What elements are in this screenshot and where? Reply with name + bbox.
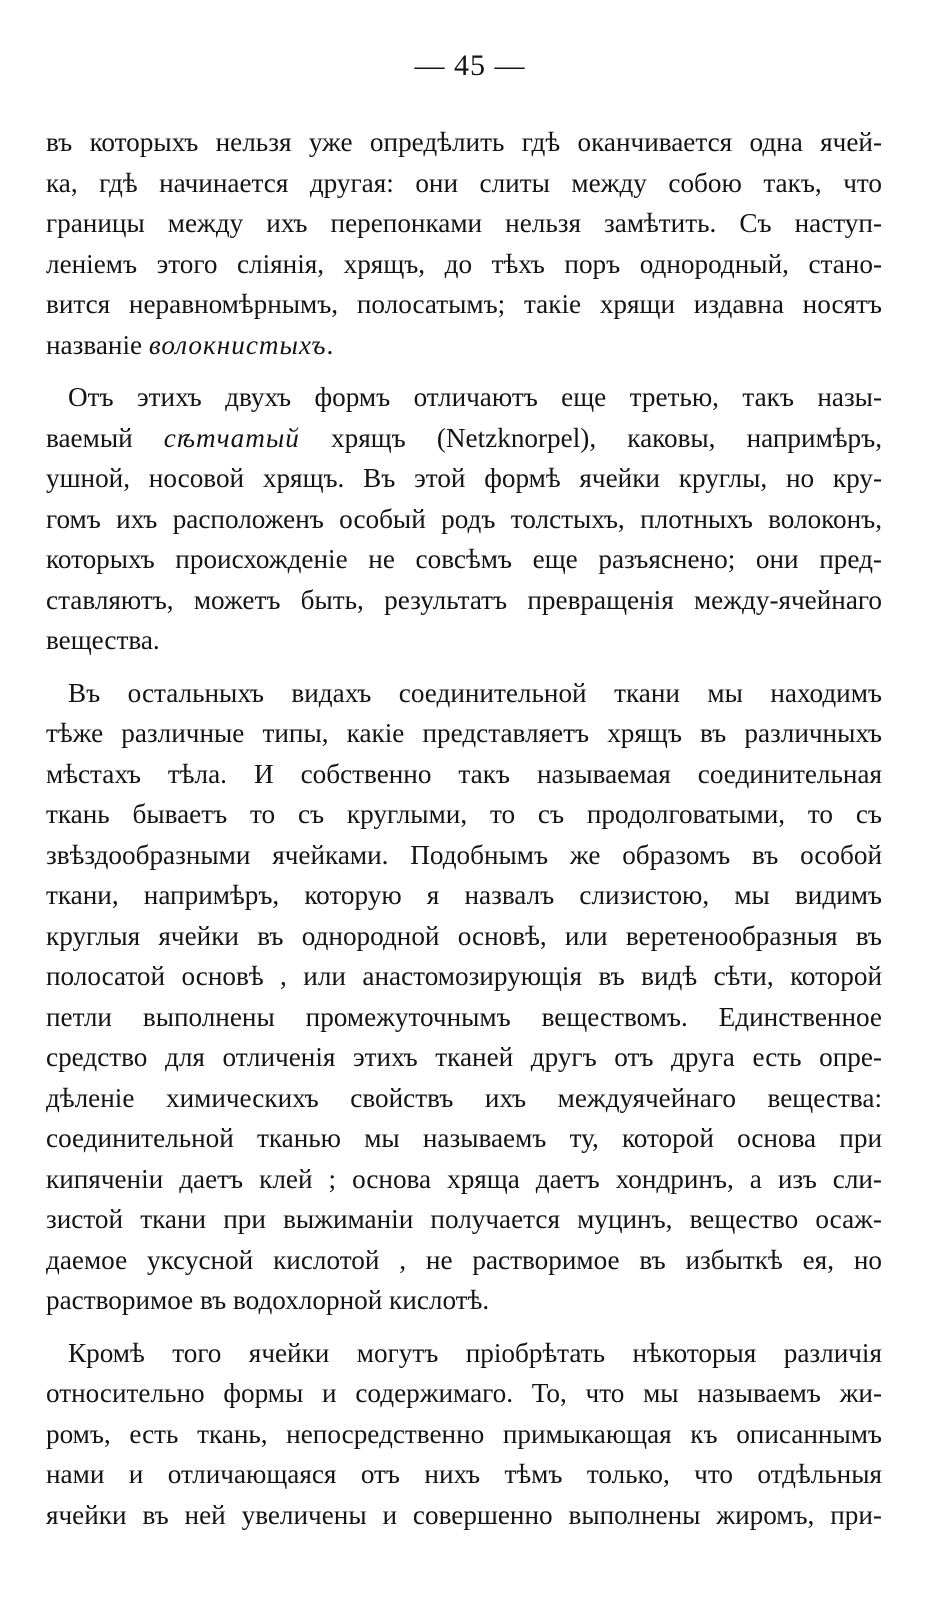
text-line: ка, гдѣ начинается другая: они слиты между собою такъ, что (46, 167, 882, 198)
text-line: зистой ткани при выжиманіи получается муцинъ, вещество осаж- (46, 1204, 882, 1234)
text-line: Отъ этихъ двухъ формъ отличаютъ еще третью, такъ назы- (68, 382, 882, 412)
text-line: полосатой основѣ , или анастомозирующія въ видѣ сѣти, которой (46, 961, 882, 991)
text-line: ушной, носовой хрящъ. Въ этой формѣ ячейки круглы, но кру- (46, 463, 882, 493)
text-line: леніемъ этого сліянія, хрящъ, до тѣхъ поръ однородный, стано- (46, 248, 882, 279)
text-line: гомъ ихъ расположенъ особый родъ толстыхъ, плотныхъ волоконъ, (46, 503, 882, 534)
text-fragment: хрящъ (Netzknorpel), каковы, напримѣръ, (299, 422, 882, 453)
text-line (46, 418, 882, 459)
paragraph-3 (46, 673, 882, 1321)
text-line: звѣздообразными ячейками. Подобнымъ же образомъ въ особой (46, 839, 882, 870)
text-line: мѣстахъ тѣла. И собственно такъ называемая соединительная (46, 758, 882, 789)
text-line: которыхъ происхожденіе не совсѣмъ еще разъяснено; они пред- (46, 544, 882, 574)
page-number: — 45 — (414, 49, 526, 82)
paragraph-4 (46, 1333, 882, 1536)
text-line: въ которыхъ нельзя уже опредѣлить гдѣ оканчивается одна ячей- (46, 127, 882, 157)
text-fragment: ваемый (46, 422, 164, 453)
text-line: ткани, напримѣръ, которую я назвалъ слизистою, мы видимъ (46, 880, 882, 910)
paragraph-1 (46, 122, 882, 365)
text-fragment: . (326, 329, 334, 360)
text-line: вится неравномѣрнымъ, полосатымъ; такіе хрящи издавна носятъ (46, 289, 882, 319)
emphasized-term: волокнистыхъ (148, 329, 327, 360)
text-line: относительно формы и содержимаго. То, что мы называемъ жи- (46, 1378, 882, 1408)
text-line: дѣленіе химическихъ свойствъ ихъ междуячейнаго вещества: (46, 1082, 882, 1113)
text-fragment: названіе (46, 329, 149, 360)
text-line: ткань бываетъ то съ круглыми, то съ продолговатыми, то съ (46, 799, 882, 829)
text-line (46, 325, 882, 366)
text-line: нами и отличающаяся отъ нихъ тѣмъ только, что отдѣльныя (46, 1459, 882, 1489)
text-line: границы между ихъ перепонками нельзя замѣтить. Съ наступ- (46, 208, 882, 238)
text-line: кипяченіи даетъ клей ; основа хряща даетъ хондринъ, а изъ сли- (46, 1163, 882, 1194)
text-line: тѣже различные типы, какіе представляетъ хрящъ въ различныхъ (46, 718, 882, 748)
text-line: петли выполнены промежуточнымъ веществомъ. Единственное (46, 1001, 882, 1032)
text-line: ячейки въ ней увеличены и совершенно выполнены жиромъ, при- (46, 1499, 882, 1530)
text-line: ромъ, есть ткань, непосредственно примыкающая къ описаннымъ (46, 1418, 882, 1449)
text-line: круглыя ячейки въ однородной основѣ, или веретенообразныя въ (46, 920, 882, 951)
text-line: Въ остальныхъ видахъ соединительной ткани мы находимъ (68, 677, 882, 708)
body-text (46, 122, 882, 1547)
paragraph-2 (46, 377, 882, 661)
text-line: вещества. (46, 625, 160, 655)
text-line: даемое уксусной кислотой , не растворимое въ избыткѣ ея, но (46, 1244, 882, 1275)
text-line: растворимое въ водохлорной кислотѣ. (46, 1285, 490, 1315)
text-line: ставляютъ, можетъ быть, результатъ превращенія между-ячейнаго (46, 584, 882, 615)
text-line: Кромѣ того ячейки могутъ пріобрѣтать нѣкоторыя различія (68, 1337, 882, 1368)
text-line: средство для отличенія этихъ тканей другъ отъ друга есть опре- (46, 1042, 882, 1072)
text-line: соединительной тканью мы называемъ ту, которой основа при (46, 1123, 882, 1153)
emphasized-term: сѣтчатый (163, 422, 300, 453)
